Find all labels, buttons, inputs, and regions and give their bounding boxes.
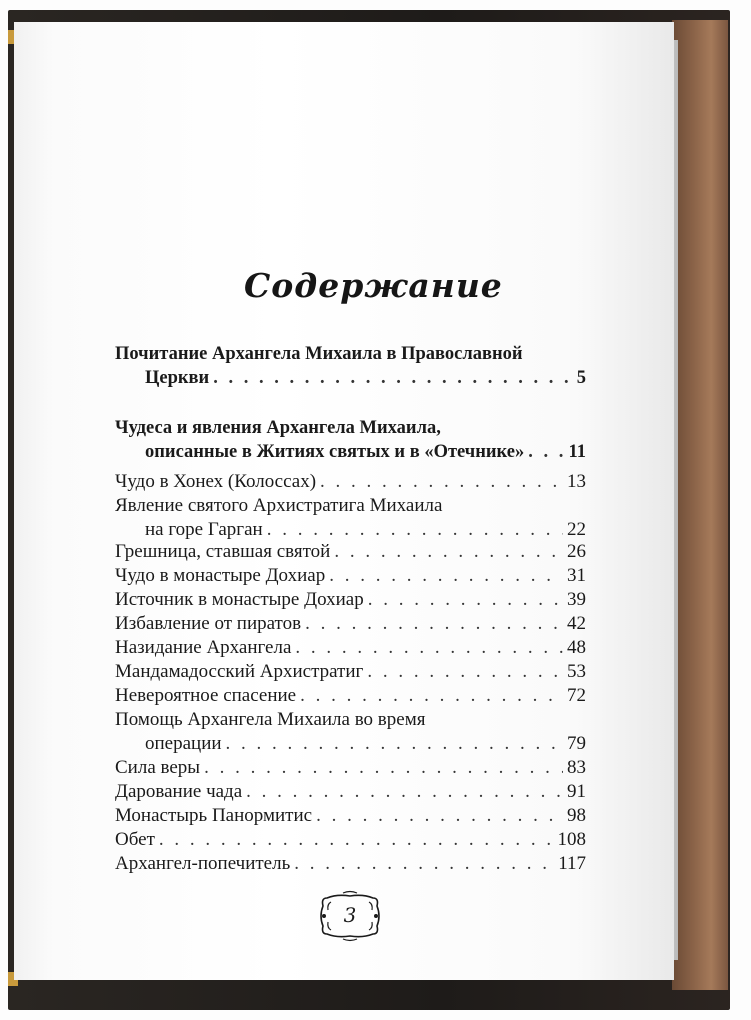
toc-entry-title: Чудо в монастыре Дохиар: [115, 565, 326, 586]
toc-entry[interactable]: [115, 660, 586, 684]
toc-entry-page: 5: [576, 368, 586, 388]
toc-entry-page: 42: [567, 613, 586, 634]
toc-entry-page: 117: [558, 853, 586, 874]
toc-entry-page: 53: [567, 661, 586, 682]
toc-entry-page: 91: [567, 781, 586, 802]
toc-entry-title: Назидание Архангела: [115, 637, 292, 658]
toc-entry-title: Архангел-попечитель: [115, 853, 291, 874]
toc-entry-page: 79: [567, 733, 586, 754]
toc-entry[interactable]: [115, 540, 586, 564]
leader-dots: [159, 828, 554, 852]
toc-entry[interactable]: [115, 636, 586, 660]
toc-entry[interactable]: [115, 852, 586, 876]
toc-entry-title: Обет: [115, 829, 155, 850]
toc-entry-page: 31: [567, 565, 586, 586]
toc-entry-page: 72: [567, 685, 586, 706]
toc-entry-title: описанные в Житиях святых и в «Отечнике»: [145, 442, 525, 462]
toc-entry[interactable]: [115, 780, 586, 804]
toc-heading: Содержание: [244, 266, 503, 305]
toc-entry-page: 13: [567, 471, 586, 492]
toc-entry[interactable]: [115, 804, 586, 828]
toc-entry[interactable]: [115, 828, 586, 852]
toc-entry-title: на горе Гарган: [145, 519, 263, 540]
toc-entry[interactable]: [115, 416, 586, 464]
leader-dots: [334, 540, 563, 564]
toc-entry-page: 39: [567, 589, 586, 610]
leader-dots: [329, 564, 563, 588]
toc-entry-title: Избавление от пиратов: [115, 613, 302, 634]
leader-dots: [320, 470, 563, 494]
leader-dots: [367, 660, 563, 684]
toc-entry-title: Мандамадосский Архистратиг: [115, 661, 364, 682]
toc-entry-title: Почитание Архангела Михаила в Православной: [115, 344, 523, 364]
toc-entry-title: Помощь Архангела Михаила во время: [115, 709, 426, 730]
toc-entry-title: Сила веры: [115, 757, 201, 778]
toc-entry[interactable]: [115, 708, 586, 756]
toc-entry[interactable]: [115, 756, 586, 780]
toc-entry[interactable]: [115, 494, 586, 542]
toc-entry-page: 11: [568, 442, 586, 462]
toc-entry-title: Невероятное спасение: [115, 685, 297, 706]
leader-dots: [204, 756, 563, 780]
toc-entry-title: Явление святого Архистратига Михаила: [115, 495, 443, 516]
toc-entry-title: операции: [145, 733, 222, 754]
leader-dots: [368, 588, 563, 612]
toc-entry-page: 98: [567, 805, 586, 826]
toc-entry-title: Источник в монастыре Дохиар: [115, 589, 364, 610]
leader-dots: [300, 684, 563, 708]
leader-dots: [305, 612, 563, 636]
page-number: 3: [343, 903, 357, 927]
toc-entry-page: 83: [567, 757, 586, 778]
leader-dots: [294, 852, 554, 876]
book-page: [14, 22, 674, 980]
toc-entry[interactable]: [115, 342, 586, 390]
leader-dots: [528, 440, 564, 464]
toc-entry-page: 48: [567, 637, 586, 658]
toc-entry-title: Церкви: [145, 368, 210, 388]
toc-entry[interactable]: [115, 588, 586, 612]
toc-entry[interactable]: [115, 470, 586, 494]
toc-entry-page: 108: [557, 829, 586, 850]
toc-entry-title: Дарование чада: [115, 781, 243, 802]
toc-entry[interactable]: [115, 612, 586, 636]
toc-entry[interactable]: [115, 684, 586, 708]
book-cover-edge: [672, 20, 728, 990]
toc-entry[interactable]: [115, 564, 586, 588]
leader-dots: [316, 804, 563, 828]
toc-entry-page: 26: [567, 541, 586, 562]
leader-dots: [213, 366, 573, 390]
toc-entry-title: Чудеса и явления Архангела Михаила,: [115, 418, 441, 438]
leader-dots: [295, 636, 563, 660]
leader-dots: [246, 780, 563, 804]
toc-entry-page: 22: [567, 519, 586, 540]
leader-dots: [226, 732, 563, 756]
toc-entry-title: Чудо в Хонех (Колоссах): [115, 471, 317, 492]
toc-entry-title: Грешница, ставшая святой: [115, 541, 331, 562]
toc-entry-title: Монастырь Панормитис: [115, 805, 313, 826]
page-number-ornament: [317, 890, 383, 942]
leader-dots: [267, 518, 563, 542]
